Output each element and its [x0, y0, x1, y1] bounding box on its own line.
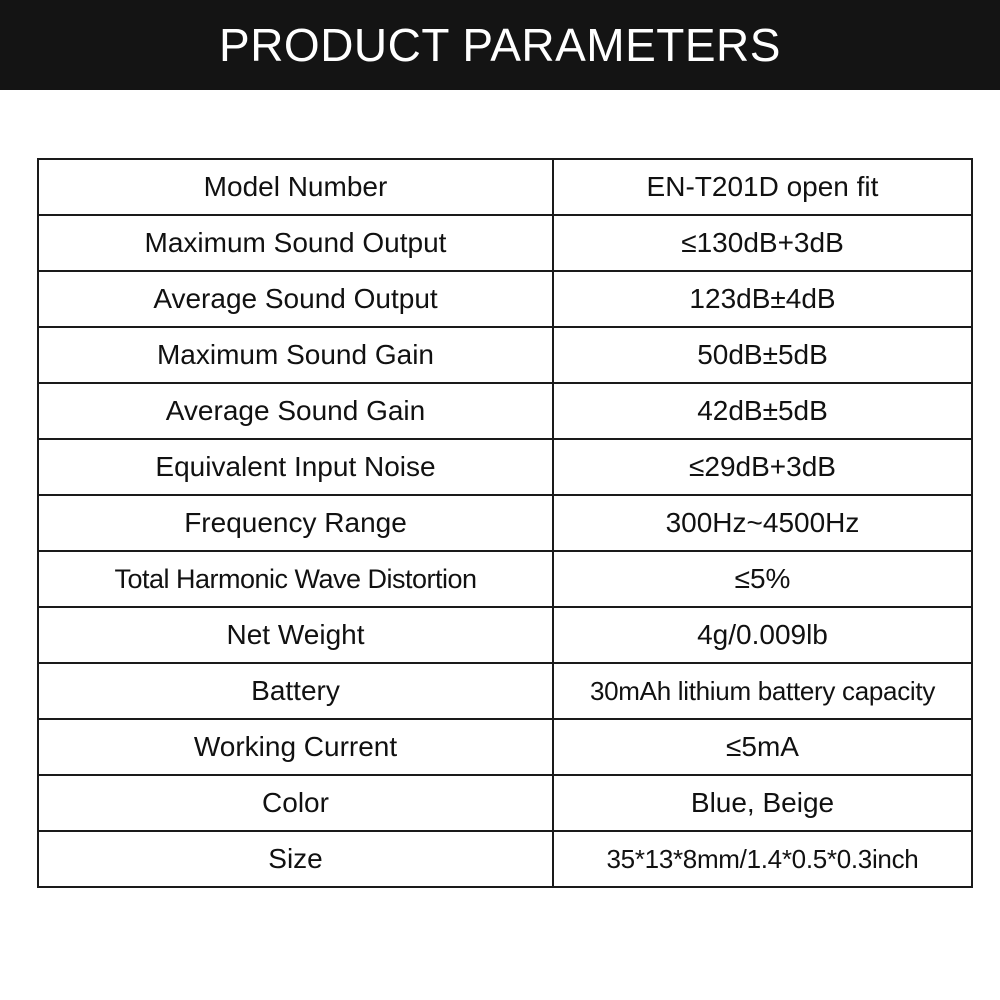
- row-label: Average Sound Output: [38, 271, 553, 327]
- row-value: ≤5%: [553, 551, 972, 607]
- row-value: ≤5mA: [553, 719, 972, 775]
- row-label: Maximum Sound Output: [38, 215, 553, 271]
- table-row: [38, 271, 972, 327]
- row-value: Blue, Beige: [553, 775, 972, 831]
- table-row: [38, 327, 972, 383]
- row-value: 300Hz~4500Hz: [553, 495, 972, 551]
- table-row: [38, 159, 972, 215]
- row-label: Color: [38, 775, 553, 831]
- row-value: 50dB±5dB: [553, 327, 972, 383]
- row-label: Average Sound Gain: [38, 383, 553, 439]
- parameters-table: [37, 158, 973, 888]
- row-value: 30mAh lithium battery capacity: [553, 663, 972, 719]
- row-label: Frequency Range: [38, 495, 553, 551]
- row-label: Working Current: [38, 719, 553, 775]
- table-row: [38, 439, 972, 495]
- row-label: Size: [38, 831, 553, 887]
- table-row: [38, 607, 972, 663]
- row-value: 4g/0.009lb: [553, 607, 972, 663]
- table-row: [38, 775, 972, 831]
- row-value: 42dB±5dB: [553, 383, 972, 439]
- row-value: 35*13*8mm/1.4*0.5*0.3inch: [553, 831, 972, 887]
- row-value: ≤29dB+3dB: [553, 439, 972, 495]
- row-label: Net Weight: [38, 607, 553, 663]
- table-row: [38, 383, 972, 439]
- table-row: [38, 215, 972, 271]
- header-banner: [0, 0, 1000, 90]
- row-value: EN-T201D open fit: [553, 159, 972, 215]
- table-row: [38, 551, 972, 607]
- table-row: [38, 831, 972, 887]
- row-value: 123dB±4dB: [553, 271, 972, 327]
- row-value: ≤130dB+3dB: [553, 215, 972, 271]
- row-label: Model Number: [38, 159, 553, 215]
- row-label: Equivalent Input Noise: [38, 439, 553, 495]
- table-row: [38, 719, 972, 775]
- row-label: Battery: [38, 663, 553, 719]
- page-title: PRODUCT PARAMETERS: [219, 19, 781, 71]
- row-label: Total Harmonic Wave Distortion: [38, 551, 553, 607]
- row-label: Maximum Sound Gain: [38, 327, 553, 383]
- table-row: [38, 663, 972, 719]
- table-row: [38, 495, 972, 551]
